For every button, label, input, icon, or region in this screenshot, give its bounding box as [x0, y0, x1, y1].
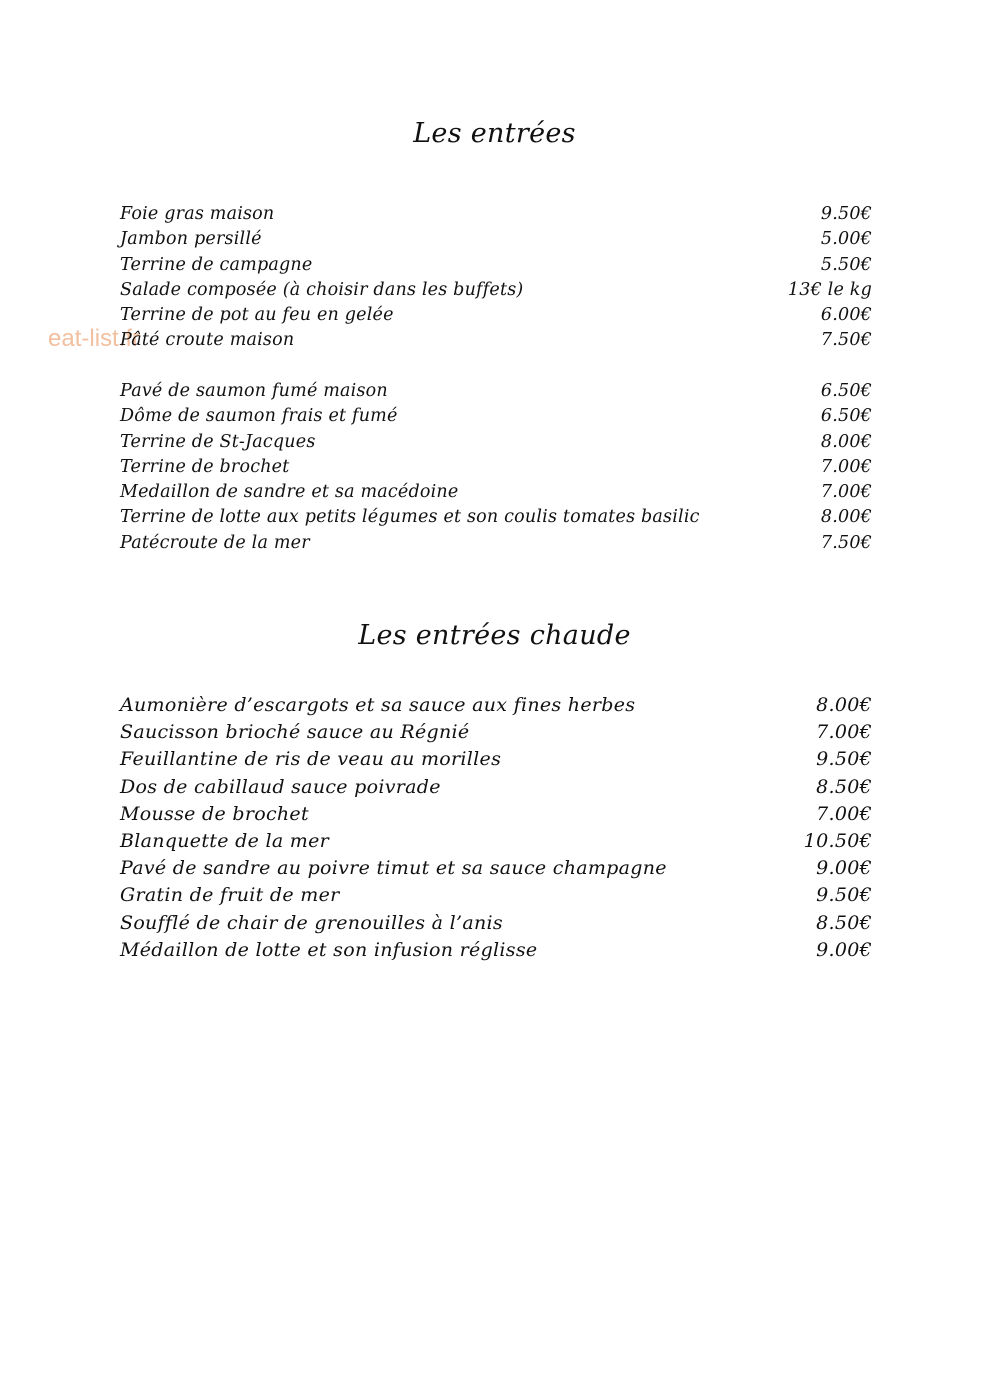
menu-item-price: 5.00€	[820, 229, 872, 250]
menu-item	[120, 533, 872, 558]
menu-item-name: Terrine de lotte aux petits légumes et son coulis tomates basilic	[120, 507, 700, 528]
menu-item	[120, 255, 872, 280]
menu-item	[120, 912, 872, 939]
menu-item-price: 8.00€	[820, 507, 872, 528]
menu-item-price: 7.50€	[820, 330, 872, 351]
watermark: eat-list.fr	[48, 325, 141, 352]
menu-item-name: Jambon persillé	[120, 229, 262, 250]
menu-item	[120, 748, 872, 775]
menu-item-name: Medaillon de sandre et sa macédoine	[120, 482, 459, 503]
menu-item-name: Foie gras maison	[120, 204, 275, 224]
menu-item	[120, 776, 872, 803]
menu-item	[120, 330, 872, 355]
menu-item	[120, 482, 872, 507]
section-title-entrees: Les entrées	[413, 118, 576, 149]
menu-item	[120, 830, 872, 857]
menu-item-name: Terrine de campagne	[120, 254, 313, 275]
menu-item	[120, 305, 872, 330]
menu-item-price: 7.00€	[816, 721, 872, 744]
menu-item-price: 8.00€	[816, 694, 872, 716]
menu-item	[120, 432, 872, 457]
menu-item-name: Feuillantine de ris de veau au morilles	[120, 748, 502, 771]
menu-item-price: 10.50€	[803, 829, 872, 852]
menu-item-price: 7.00€	[820, 456, 872, 477]
menu-item-name: Dos de cabillaud sauce poivrade	[120, 775, 441, 798]
menu-item-name: Médaillon de lotte et son infusion réglisse	[120, 938, 538, 961]
menu-item-name: Blanquette de la mer	[120, 829, 330, 852]
menu-item-name: Pâté croute maison	[120, 330, 295, 351]
menu-item-name: Soufflé de chair de grenouilles à l’anis	[120, 911, 503, 934]
menu-item	[120, 204, 872, 229]
menu-item-price: 6.00€	[820, 305, 872, 326]
menu-item-price: 9.50€	[816, 884, 872, 907]
menu-item-price: 9.00€	[816, 938, 872, 961]
menu-item	[120, 884, 872, 911]
menu-item-name: Mousse de brochet	[120, 802, 309, 825]
menu-item-name: Saucisson brioché sauce au Régnié	[120, 721, 470, 744]
menu-item-price: 8.50€	[816, 775, 872, 798]
menu-item-price: 8.00€	[820, 431, 872, 452]
menu-item	[120, 939, 872, 966]
menu-list-entrees-chaude	[120, 694, 872, 966]
menu-item-name: Pavé de saumon fumé maison	[120, 381, 388, 401]
menu-item-price: 6.50€	[820, 381, 872, 401]
menu-item	[120, 406, 872, 431]
menu-item	[120, 280, 872, 305]
menu-item-price: 7.50€	[820, 532, 872, 553]
menu-item	[120, 381, 872, 406]
menu-item-price: 7.00€	[820, 482, 872, 503]
menu-list-entrees-2	[120, 381, 872, 558]
menu-item-price: 7.00€	[816, 802, 872, 825]
menu-item	[120, 507, 872, 532]
menu-item-name: Terrine de St-Jacques	[120, 431, 316, 452]
menu-item-price: 13€ le kg	[787, 279, 872, 300]
menu-item-name: Pavé de sandre au poivre timut et sa sauce champagne	[120, 857, 667, 880]
menu-item-price: 9.00€	[816, 857, 872, 880]
menu-item-name: Terrine de pot au feu en gelée	[120, 305, 394, 326]
menu-item-name: Terrine de brochet	[120, 456, 290, 477]
menu-item	[120, 457, 872, 482]
menu-item-name: Patécroute de la mer	[120, 532, 310, 553]
menu-item-name: Dôme de saumon frais et fumé	[120, 406, 398, 427]
menu-item	[120, 803, 872, 830]
menu-item-price: 8.50€	[816, 911, 872, 934]
menu-item	[120, 721, 872, 748]
menu-item	[120, 229, 872, 254]
section-title-entrees-chaude: Les entrées chaude	[358, 620, 631, 651]
menu-item-price: 9.50€	[820, 204, 872, 224]
menu-item-price: 6.50€	[820, 406, 872, 427]
menu-list-entrees-1	[120, 204, 872, 356]
menu-item-price: 9.50€	[816, 748, 872, 771]
menu-item-price: 5.50€	[820, 254, 872, 275]
menu-item	[120, 857, 872, 884]
menu-item-name: Aumonière d’escargots et sa sauce aux fines herbes	[120, 694, 636, 716]
menu-item	[120, 694, 872, 721]
menu-item-name: Gratin de fruit de mer	[120, 884, 340, 907]
menu-item-name: Salade composée (à choisir dans les buffets)	[120, 279, 524, 300]
